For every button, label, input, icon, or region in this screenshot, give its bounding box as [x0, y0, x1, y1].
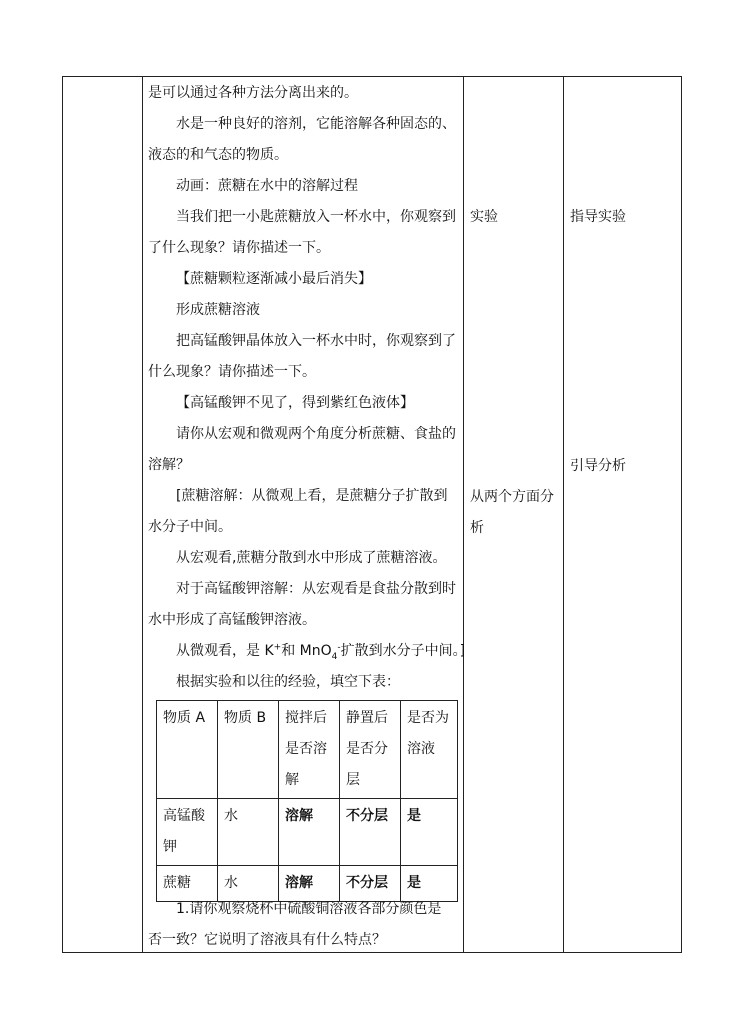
question-line: 1.请你观察烧杯中硫酸铜溶液各部分颜色是	[176, 901, 442, 917]
table-cell: 是	[401, 799, 458, 866]
column-divider-1	[142, 76, 143, 953]
ion-diffusion-line: 从微观看，是 K+和 MnO$_4$-扩散到水分子中间。]	[176, 642, 466, 662]
header-is-solution: 是否为 溶液	[401, 701, 458, 799]
content-line: 请你从宏观和微观两个角度分析蔗糖、食盐的	[176, 426, 456, 442]
table-cell: 不分层	[340, 799, 401, 866]
column-divider-2	[463, 76, 464, 953]
table-cell: 溶解	[279, 866, 340, 902]
content-line: 了什么现象？请你描述一下。	[148, 240, 330, 256]
header-substance-a: 物质 A	[157, 701, 218, 799]
design-intent-guide-experiment: 指导实验	[570, 209, 626, 225]
content-line: 是可以通过各种方法分离出来的。	[148, 85, 358, 101]
content-line: 液态的和气态的物质。	[148, 147, 288, 163]
table-cell: 是	[401, 866, 458, 902]
column-divider-3	[563, 76, 564, 953]
content-line: 什么现象？请你描述一下。	[148, 364, 316, 380]
header-layered: 静置后 是否分 层	[340, 701, 401, 799]
content-line: [蔗糖溶解：从微观上看，是蔗糖分子扩散到	[176, 488, 448, 504]
fill-table-instruction: 根据实验和以往的经验，填空下表：	[176, 674, 400, 690]
teaching-content-cell	[148, 78, 466, 698]
content-line: 动画：蔗糖在水中的溶解过程	[176, 178, 358, 194]
student-activity-analysis: 从两个方面分 析	[470, 489, 554, 536]
content-line: 对于高锰酸钾溶解：从宏观看是食盐分散到时	[176, 581, 456, 597]
content-line: 水分子中间。	[148, 519, 232, 535]
table-header-row	[157, 701, 458, 799]
content-line: 水中形成了高锰酸钾溶液。	[148, 612, 316, 628]
content-line: 当我们把一小匙蔗糖放入一杯水中，你观察到	[176, 209, 456, 225]
table-cell: 高锰酸 钾	[157, 799, 218, 866]
table-cell: 水	[218, 799, 279, 866]
question-line: 否一致？它说明了溶液具有什么特点？	[148, 932, 386, 948]
table-cell: 水	[218, 866, 279, 902]
design-intent-guide-analysis: 引导分析	[570, 458, 626, 474]
table-cell: 溶解	[279, 799, 340, 866]
content-line: 溶解？	[148, 457, 190, 473]
table-row	[157, 799, 458, 866]
table-cell: 不分层	[340, 866, 401, 902]
content-line: 从宏观看,蔗糖分散到水中形成了蔗糖溶液。	[176, 550, 447, 566]
header-substance-b: 物质 B	[218, 701, 279, 799]
content-line: 形成蔗糖溶液	[176, 302, 260, 318]
student-activity-experiment: 实验	[470, 209, 498, 225]
header-dissolved: 搅拌后 是否溶 解	[279, 701, 340, 799]
table-cell: 蔗糖	[157, 866, 218, 902]
content-line: 【蔗糖颗粒逐渐减小最后消失】	[176, 271, 372, 287]
solubility-table	[156, 700, 458, 902]
content-line: 【高锰酸钾不见了，得到紫红色液体】	[176, 395, 414, 411]
content-line: 把高锰酸钾晶体放入一杯水中时，你观察到了	[176, 333, 456, 349]
content-line: 水是一种良好的溶剂，它能溶解各种固态的、	[176, 116, 456, 132]
